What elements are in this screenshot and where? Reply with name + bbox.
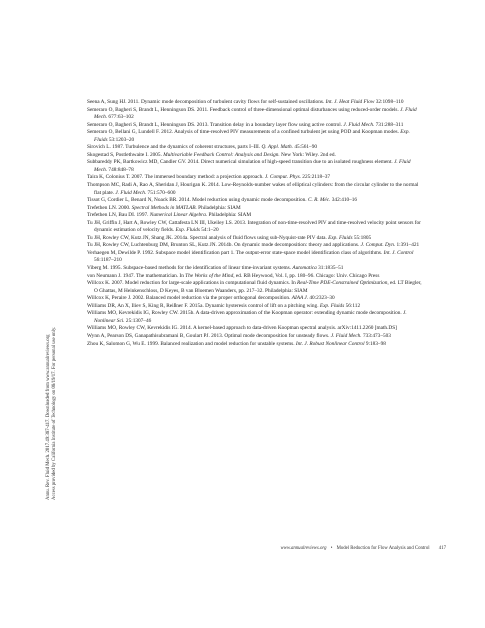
- reference-text: 40:2323–30: [308, 295, 335, 302]
- reference-text: 45:561–90: [293, 144, 317, 151]
- reference-text: Trefethen LN, Bau DI. 1997.: [87, 212, 150, 219]
- reference-source: The Works of the Mind,: [185, 272, 235, 279]
- page-footer: [0, 546, 446, 551]
- download-notice-line-1: Annu. Rev. Fluid Mech. 2017.49:387-417. Downloaded from www.annualreviews.org: [46, 334, 51, 500]
- reference-text: Thompson MC, Radi A, Rao A, Sheridan J, Hourigan K. 2014. Low-Reynolds-number wakes of elliptical cylinders: from the circular cylinder to the normal flat plate.: [87, 182, 419, 196]
- reference-text: ed. RB Heywood, Vol. I, pp. 180–96. Chicago: Univ. Chicago Press: [234, 272, 380, 279]
- reference-entry: [87, 310, 423, 325]
- reference-entry: [87, 250, 423, 265]
- reference-text: Philadelphia: SIAM: [196, 204, 241, 211]
- reference-text: von Neumann J. 1947. The mathematician. In: [87, 272, 186, 279]
- reference-text: Tu JH, Rowley CW, Kutz JN, Shang JK. 2014a. Spectral analysis of fluid flows using sub-Nyquist-rate PIV data.: [87, 234, 329, 241]
- reference-entry: [87, 99, 423, 107]
- reference-text: Semeraro O, Bellani G, Lundell F. 2012. Analysis of time-resolved PIV measurements of a confined turbulent jet using POD and Koopman modes.: [87, 129, 401, 136]
- reference-text: Tissot G, Cordier L, Benard N, Noack BR. 2014. Model reduction using dynamic mode decomposition.: [87, 197, 308, 204]
- reference-source: Real-Time PDE-Constrained Optimization,: [297, 280, 389, 287]
- reference-text: Verhaegen M, Dewilde P. 1992. Subspace model identification part 1. The output-error state-space model identification class of algorithms.: [87, 249, 384, 256]
- reference-entry: [87, 174, 423, 182]
- reference-source: J. Comput. Phys.: [264, 174, 301, 181]
- reference-text: Semeraro O, Bagheri S, Brandt L, Henningson DS. 2011. Feedback control of three-dimensional optimal disturbances using reduced-order models.: [87, 106, 401, 113]
- reference-text: 32:1098–110: [374, 99, 404, 105]
- reference-text: 342:410–16: [330, 197, 358, 204]
- reference-source: Int. J. Control: [383, 249, 414, 256]
- reference-text: 1:391–421: [395, 242, 420, 249]
- reference-text: Philadelphia: SIAM: [207, 212, 252, 219]
- reference-text: Viberg M. 1995. Subspace-based methods for the identification of linear time-invariant systems.: [87, 265, 293, 272]
- reference-text: 751:570–600: [146, 189, 176, 196]
- reference-entry: [87, 280, 423, 295]
- reference-text: Williams MO, Rowley CW, Kevrekidis IG. 2014. A kernel-based approach to data-driven Koopman spectral analysis. arXiv:1411.2260 [math.DS]: [87, 325, 397, 332]
- reference-source: J. Fluid Mech.: [94, 106, 417, 121]
- footer-article-title: Model Reduction for Flow Analysis and Control: [336, 546, 430, 551]
- reference-text: 225:2118–37: [300, 174, 331, 181]
- reference-text: Sirovich L. 1987. Turbulence and the dynamics of coherent structures, parts I–III.: [87, 144, 262, 151]
- reference-text: Tu JH, Rowley CW, Luchtenburg DM, Brunton SL, Kutz JN. 2014b. On dynamic mode decomposition: theory and applications.: [87, 242, 361, 249]
- reference-text: Seena A, Sung HJ. 2011. Dynamic mode decomposition of turbulent cavity flows for self-sustained oscillations.: [87, 99, 326, 105]
- reference-source: Q. Appl. Math.: [261, 144, 294, 151]
- reference-source: Spectral Methods in MATLAB.: [131, 204, 197, 211]
- reference-source: Automatica: [292, 265, 317, 272]
- reference-text: Taira K, Colonius T. 2007. The immersed boundary method: a projection approach.: [87, 174, 265, 181]
- reference-source: Numerical Linear Algebra.: [149, 212, 208, 219]
- reference-text: Williams DR, An X, Iliev S, King R, Reißner F. 2015a. Dynamic hysteresis control of lift on a pitching wing.: [87, 302, 320, 309]
- reference-entry: [87, 341, 423, 349]
- reference-text: New York: Wiley. 2nd ed.: [279, 151, 336, 158]
- reference-source: Exp. Fluids: [94, 129, 410, 143]
- reference-text: 9:183–98: [364, 340, 386, 347]
- reference-text: Zhou K, Salomon G, Wu E. 1999. Balanced realization and model reduction for unstable systems.: [87, 340, 296, 347]
- reference-entry: [87, 333, 423, 341]
- reference-entry: [87, 212, 423, 220]
- reference-text: Willcox K. 2007. Model reduction for large-scale applications in computational fluid dynamics. In: [87, 280, 298, 287]
- reference-entry: [87, 265, 423, 273]
- reference-source: Multivariable Feedback Control: Analysis and Design.: [163, 151, 280, 158]
- reference-text: Trefethen LN. 2000.: [87, 204, 132, 211]
- footer-bullet: •: [330, 546, 333, 551]
- reference-text: 731:288–311: [374, 121, 404, 128]
- download-notice-text: [46, 310, 58, 500]
- download-notice: [46, 326, 66, 500]
- reference-source: AIAA J.: [291, 295, 309, 302]
- reference-source: J. Fluid Mech.: [115, 189, 147, 196]
- reference-source: J. Fluid Mech.: [343, 121, 375, 128]
- reference-text: 56:1187–210: [94, 257, 122, 264]
- reference-text: Wynn A, Pearson DS, Ganapathisubramani B, Goulart PJ. 2013. Optimal mode decomposition for unsteady flows.: [87, 332, 331, 339]
- reference-source: Int. J. Heat Fluid Flow: [325, 99, 375, 105]
- reference-text: 31:1835–51: [316, 265, 344, 272]
- reference-text: Skogestad S, Postlethwaite I. 2005.: [87, 151, 164, 158]
- reference-entry: [87, 295, 423, 303]
- reference-text: 748:848–78: [107, 166, 134, 173]
- reference-list: [87, 99, 423, 348]
- reference-source: Exp. Fluids: [319, 302, 345, 309]
- reference-entry: [87, 182, 423, 197]
- page-number: 417: [438, 546, 446, 551]
- reference-text: Willcox K, Peraire J. 2002. Balanced model reduction via the proper orthogonal decomposition.: [87, 295, 292, 302]
- reference-text: 677:63–102: [107, 114, 134, 121]
- reference-text: 54:1–20: [199, 227, 219, 234]
- reference-source: C. R. Méc.: [307, 197, 331, 204]
- reference-entry: [87, 107, 423, 122]
- reference-text: Semeraro O, Bagheri S, Brandt L, Henningson DS. 2013. Transition delay in a boundary layer flow using active control.: [87, 121, 344, 128]
- reference-text: 25:1307–46: [124, 317, 152, 324]
- reference-entry: [87, 159, 423, 174]
- reference-entry: [87, 273, 423, 281]
- reference-entry: [87, 220, 423, 235]
- reference-entry: [87, 144, 423, 152]
- reference-source: Exp. Fluids: [175, 227, 200, 234]
- reference-text: 53:1203–20: [107, 136, 135, 143]
- reference-source: J. Nonlinear Sci.: [94, 310, 407, 324]
- reference-text: Subbareddy PK, Bartkowicz MD, Candler GV. 2014. Direct numerical simulation of high-speed transition due to an isolated roughness element.: [87, 159, 395, 166]
- reference-text: ed. LT Biegler, O Ghattas, M Heinkenschloss, D Keyes, B van Bloemen Waanders, pp. 217–32. Philadelphia: SIAM: [94, 280, 422, 294]
- reference-entry: [87, 325, 423, 333]
- reference-text: 55:1805: [352, 234, 372, 241]
- reference-source: Exp. Fluids: [328, 234, 353, 241]
- reference-text: 56:112: [344, 302, 361, 309]
- reference-source: J. Fluid Mech.: [94, 159, 411, 173]
- reference-entry: [87, 235, 423, 243]
- reference-text: Tu JH, Griffin J, Hart A, Rowley CW, Cattafesta LN III, Ukeiley LS. 2013. Integration of non-time-resolved PIV and time-resolved velocity point sensors for dynamic estimation of velocity fields.: [87, 219, 421, 234]
- reference-entry: [87, 129, 423, 144]
- reference-source: J. Fluid Mech.: [330, 332, 362, 339]
- reference-source: Int. J. Robust Nonlinear Control: [295, 340, 365, 347]
- reference-source: J. Comput. Dyn.: [360, 242, 396, 249]
- download-notice-line-2: Access provided by California Institute of Technology on 08/19/17. For personal use only.: [52, 326, 57, 500]
- footer-site: www.annualreviews.org: [280, 546, 327, 551]
- reference-entry: [87, 242, 423, 250]
- reference-entry: [87, 197, 423, 205]
- reference-text: 733:473–503: [361, 332, 391, 339]
- reference-text: Williams MO, Kevrekidis IG, Rowley CW. 2015b. A data-driven approximation of the Koopman operator: extending dynamic mode decomposition.: [87, 310, 404, 317]
